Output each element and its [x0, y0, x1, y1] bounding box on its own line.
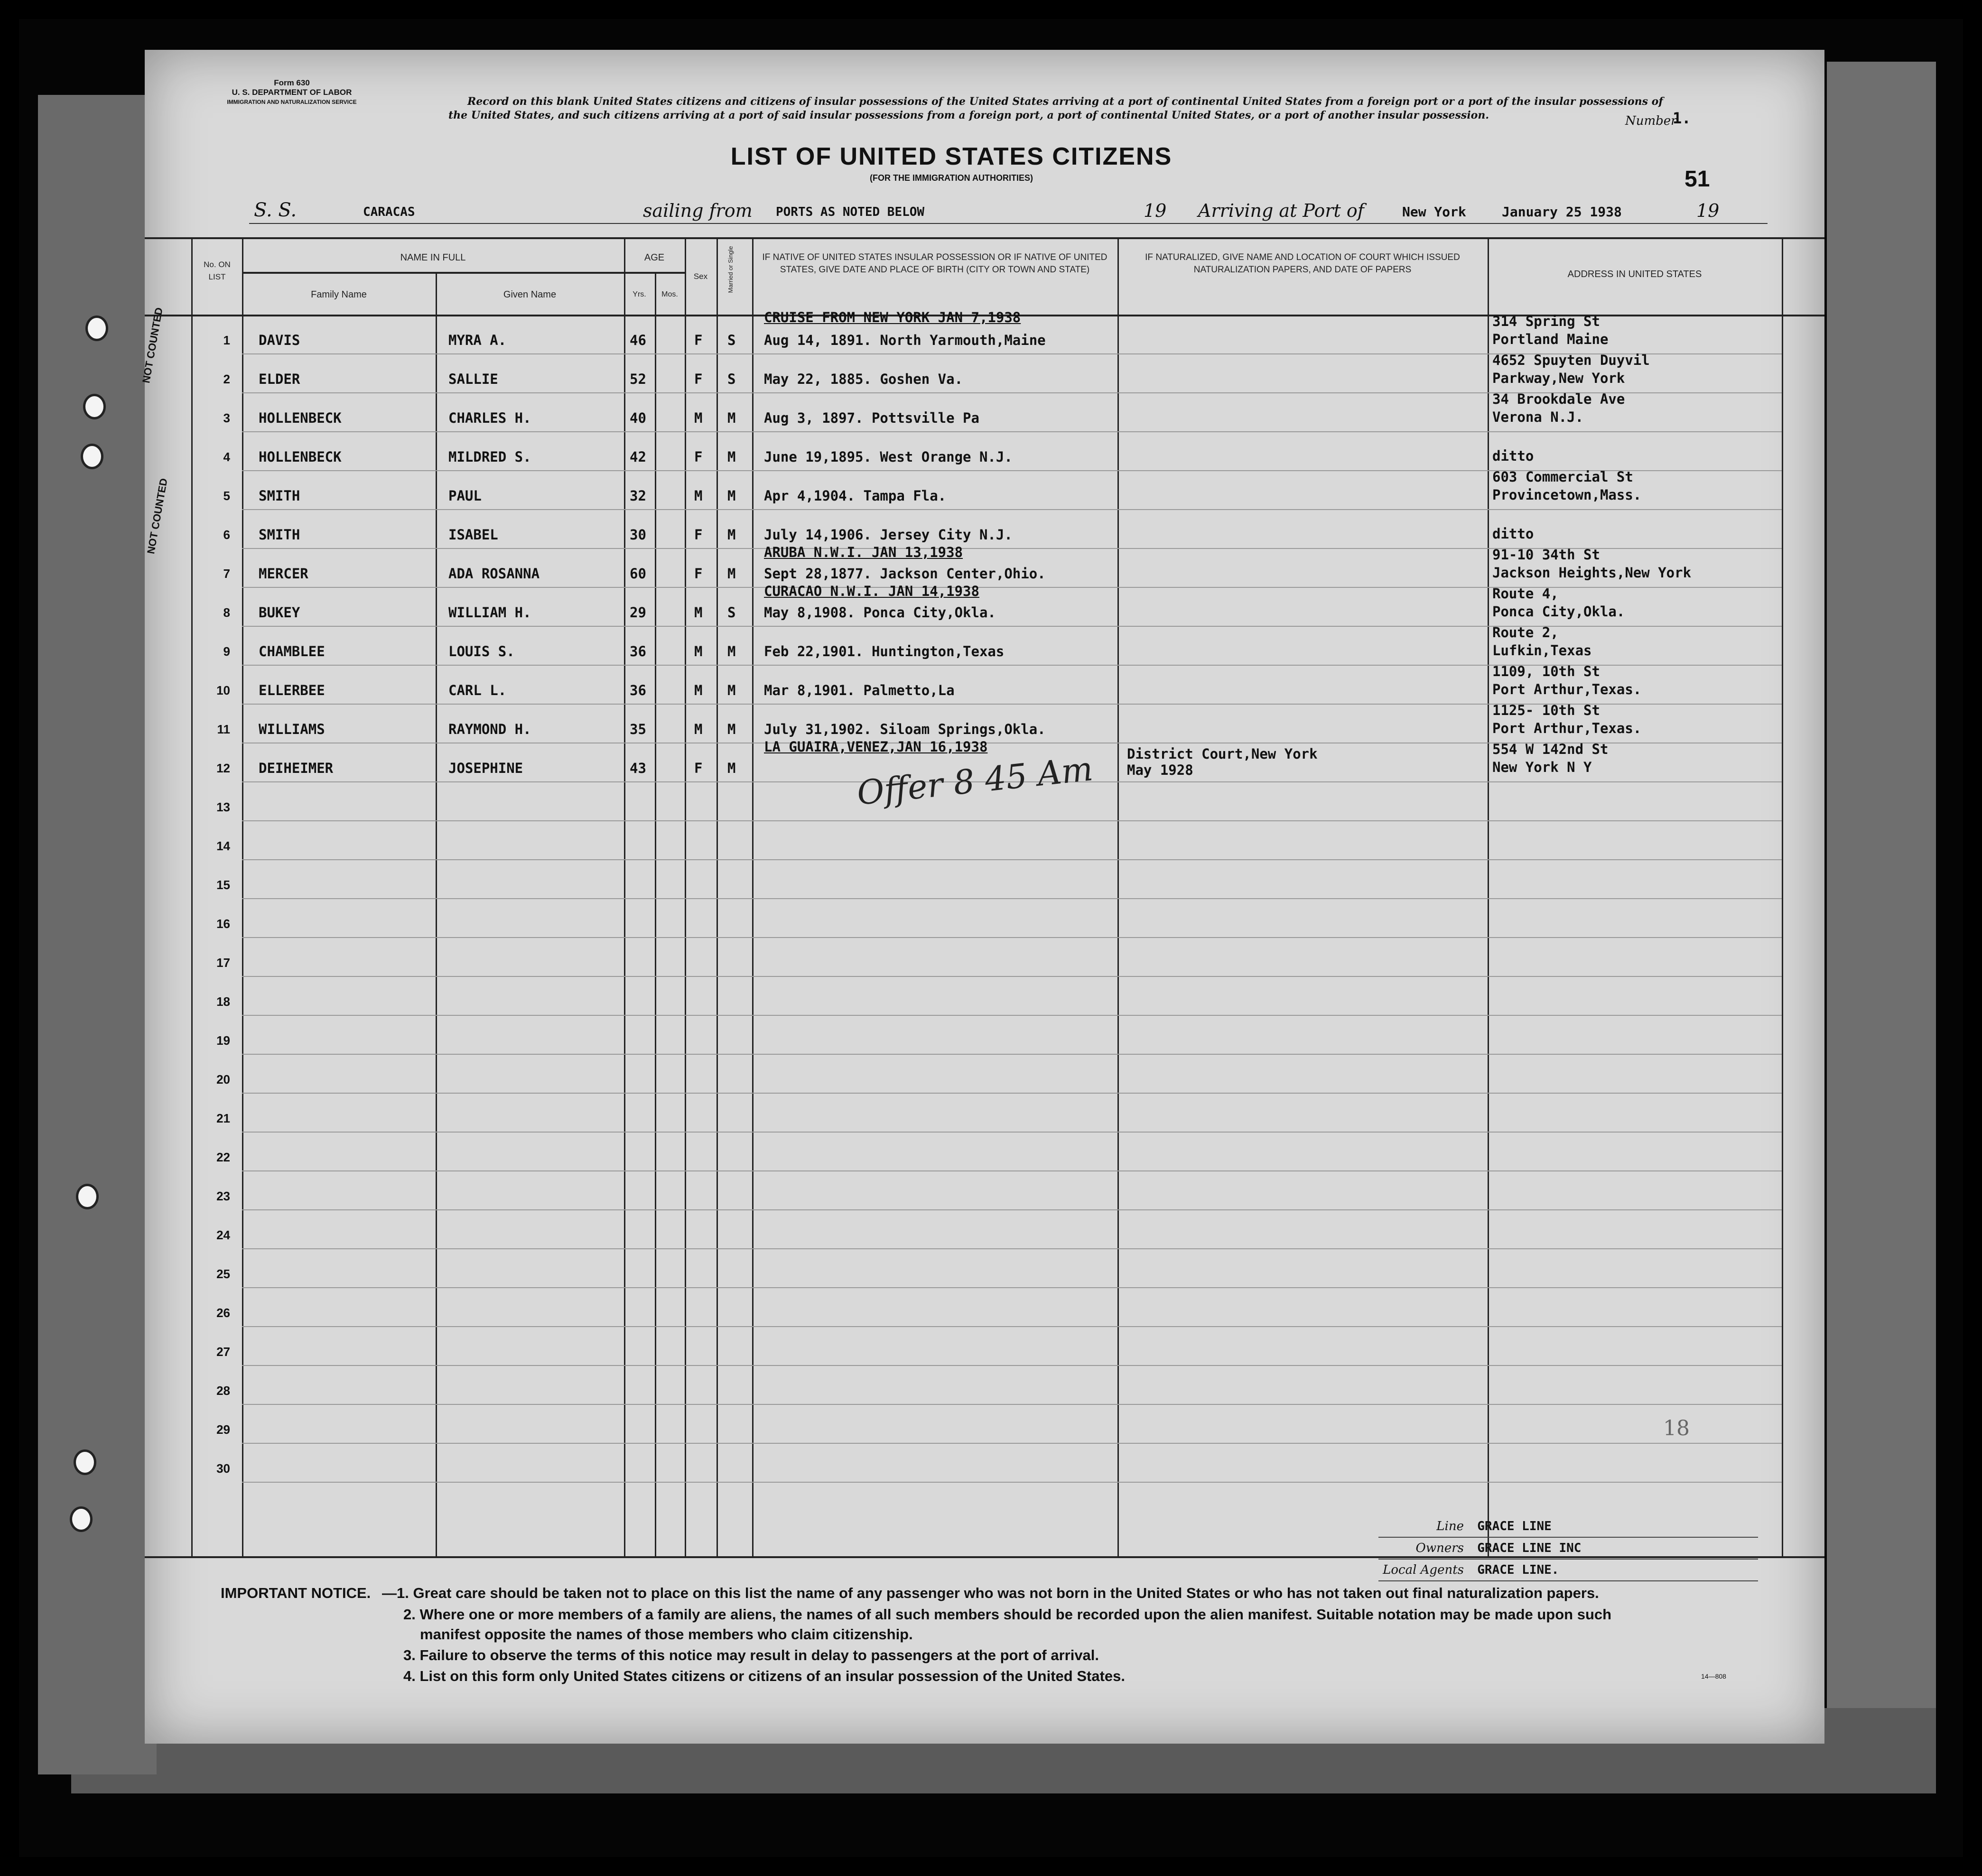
- birth-date-place: July 31,1902. Siloam Springs,Okla.: [764, 721, 1046, 737]
- birth-date-place: Mar 8,1901. Palmetto,La: [764, 682, 955, 698]
- name-header-divider: [242, 272, 624, 274]
- address-line-1: 554 W 142nd St: [1492, 741, 1609, 757]
- age-years: 35: [630, 721, 646, 737]
- col-line: [685, 237, 686, 1556]
- birth-date-place: Sept 28,1877. Jackson Center,Ohio.: [764, 566, 1046, 582]
- row-rule: [242, 859, 1782, 860]
- header-birth: IF NATIVE OF UNITED STATES INSULAR POSSESSION OR IF NATIVE OF UNITED STATES, GIVE DATE AND PLACE OF BIRTH (CITY OR TOWN AND STATE): [762, 252, 1107, 275]
- address-line-2: Ponca City,Okla.: [1492, 604, 1625, 620]
- port-section-header: ARUBA N.W.I. JAN 13,1938: [764, 544, 963, 560]
- sex: F: [694, 527, 703, 543]
- birth-date-place: Aug 14, 1891. North Yarmouth,Maine: [764, 332, 1046, 348]
- address-line-1: 34 Brookdale Ave: [1492, 391, 1625, 407]
- arriving-port: New York: [1402, 204, 1466, 220]
- col-line: [716, 237, 718, 1556]
- instructions: Record on this blank United States citizens and citizens of insular possessions of the United States arriving at a port of continental United States from a foreign port or a port of the insular possessions of the United States, and such citizens arriving at a port of said insular possessions from a foreign port, a port of continental United States, or a port of another insular possession.: [448, 95, 1663, 121]
- header-no-on-list: No. ON LIST: [204, 260, 231, 281]
- row-rule: [242, 1170, 1782, 1171]
- row-rule: [242, 1054, 1782, 1055]
- binder-hole: [76, 1184, 99, 1209]
- given-name: RAYMOND H.: [448, 721, 531, 737]
- marital-status: M: [727, 449, 736, 465]
- notice-2-cont: manifest opposite the names of those members who claim citizenship.: [420, 1626, 913, 1643]
- age-years: 36: [630, 643, 646, 659]
- form-number: Form 630: [274, 78, 310, 87]
- address-line-2: New York N Y: [1492, 759, 1592, 775]
- age-years: 43: [630, 760, 646, 776]
- number-value: 1.: [1673, 109, 1691, 127]
- row-rule: [242, 898, 1782, 899]
- row-number: 1: [223, 333, 230, 347]
- given-name: LOUIS S.: [448, 643, 515, 659]
- agents-label: Local Agents: [1383, 1563, 1464, 1577]
- address-line-2: Jackson Heights,New York: [1492, 565, 1692, 581]
- marital-status: S: [727, 604, 736, 621]
- row-number: 19: [216, 1033, 230, 1048]
- header-address: ADDRESS IN UNITED STATES: [1567, 269, 1702, 279]
- sex: F: [694, 371, 703, 387]
- address-line-2: ditto: [1492, 526, 1534, 542]
- marital-status: M: [727, 527, 736, 543]
- family-name: CHAMBLEE: [259, 643, 325, 659]
- address-line-1: 314 Spring St: [1492, 313, 1600, 329]
- header-age: AGE: [644, 252, 665, 263]
- given-name: CHARLES H.: [448, 410, 531, 426]
- age-years: 42: [630, 449, 646, 465]
- handwritten-note: Offer 8 45 Am: [855, 749, 1095, 813]
- row-number: 21: [216, 1111, 230, 1125]
- row-rule: [242, 1015, 1782, 1016]
- sex: M: [694, 721, 703, 737]
- address-line-2: Verona N.J.: [1492, 409, 1584, 425]
- owners-value: GRACE LINE INC: [1477, 1541, 1582, 1555]
- birth-date-place: Feb 22,1901. Huntington,Texas: [764, 643, 1005, 659]
- address-line-2: Portland Maine: [1492, 331, 1609, 347]
- manifest-table: [145, 237, 1824, 1566]
- col-line: [436, 272, 437, 1556]
- row-number: 3: [223, 411, 230, 425]
- back-sheet-left: [38, 95, 157, 1774]
- given-name: SALLIE: [448, 371, 498, 387]
- sex: M: [694, 643, 703, 659]
- birth-date-place: June 19,1895. West Orange N.J.: [764, 449, 1013, 465]
- birth-date-place: May 22, 1885. Goshen Va.: [764, 371, 963, 387]
- birth-date-place: Aug 3, 1897. Pottsville Pa: [764, 410, 979, 426]
- row-number: 9: [223, 644, 230, 659]
- row-number: 17: [216, 956, 230, 970]
- col-line: [752, 237, 754, 1556]
- given-name: PAUL: [448, 488, 482, 504]
- department: U. S. DEPARTMENT OF LABOR: [232, 88, 352, 97]
- row-number: 15: [216, 878, 230, 892]
- agents-row: [1378, 1560, 1758, 1581]
- row-number: 20: [216, 1072, 230, 1087]
- sailing-from: PORTS AS NOTED BELOW: [776, 205, 925, 219]
- col-line: [191, 237, 193, 1556]
- row-number: 29: [216, 1422, 230, 1437]
- header-married-single: Married or Single: [727, 246, 734, 293]
- row-number: 12: [216, 761, 230, 775]
- col-line: [1117, 237, 1119, 1556]
- address-line-2: Parkway,New York: [1492, 370, 1625, 386]
- birth-date-place: July 14,1906. Jersey City N.J.: [764, 527, 1013, 543]
- sex: F: [694, 449, 703, 465]
- col-line: [242, 237, 243, 1556]
- binder-hole: [85, 316, 108, 341]
- row-number: 18: [216, 994, 230, 1009]
- line-value: GRACE LINE: [1477, 1519, 1552, 1533]
- row-number: 25: [216, 1267, 230, 1281]
- row-number: 22: [216, 1150, 230, 1164]
- naturalization-date: May 1928: [1127, 762, 1193, 778]
- sex: M: [694, 682, 703, 698]
- family-name: HOLLENBECK: [259, 449, 342, 465]
- sex: M: [694, 604, 703, 621]
- row-rule: [242, 937, 1782, 938]
- arriving-label: Arriving at Port of: [1198, 200, 1364, 221]
- header-naturalized: IF NATURALIZED, GIVE NAME AND LOCATION OF COURT WHICH ISSUED NATURALIZATION PAPERS, AND DATE OF PAPERS: [1145, 252, 1460, 275]
- notice-4: 4. List on this form only United States citizens or citizens of an insular possession of the United States.: [403, 1668, 1125, 1684]
- age-header-divider: [624, 272, 685, 274]
- row-number: 10: [216, 683, 230, 697]
- marital-status: M: [727, 488, 736, 504]
- header-family-name: Family Name: [311, 289, 367, 300]
- address-line-2: ditto: [1492, 448, 1534, 464]
- row-rule: [242, 1132, 1782, 1133]
- family-name: DAVIS: [259, 332, 300, 348]
- table-top-border: [145, 237, 1824, 239]
- form-id-block: [206, 78, 377, 107]
- printer-code: 14—808: [1701, 1672, 1726, 1680]
- row-rule: [242, 976, 1782, 977]
- form-subtitle: (FOR THE IMMIGRATION AUTHORITIES): [870, 173, 1033, 183]
- pencil-number: 18: [1663, 1416, 1690, 1440]
- col-line: [655, 272, 656, 1556]
- row-number: 26: [216, 1306, 230, 1320]
- address-line-1: 1125- 10th St: [1492, 702, 1600, 718]
- marital-status: S: [727, 371, 736, 387]
- binder-hole: [70, 1506, 93, 1532]
- owners-row: [1378, 1538, 1758, 1560]
- age-years: 32: [630, 488, 646, 504]
- form-title: LIST OF UNITED STATES CITIZENS: [730, 143, 1172, 170]
- given-name: CARL L.: [448, 682, 507, 698]
- family-name: DEIHEIMER: [259, 760, 334, 776]
- birth-date-place: Apr 4,1904. Tampa Fla.: [764, 488, 947, 504]
- row-rule: [242, 820, 1782, 821]
- notice-3: 3. Failure to observe the terms of this notice may result in delay to passengers at the port of arrival.: [403, 1647, 1099, 1663]
- col-line: [1488, 237, 1489, 1556]
- row-number: 13: [216, 800, 230, 814]
- row-number: 24: [216, 1228, 230, 1242]
- header-given-name: Given Name: [503, 289, 557, 300]
- age-years: 60: [630, 566, 646, 582]
- marital-status: M: [727, 566, 736, 582]
- row-rule: [242, 1209, 1782, 1210]
- row-number: 11: [217, 722, 230, 736]
- service: IMMIGRATION AND NATURALIZATION SERVICE: [227, 99, 357, 105]
- address-line-1: Route 2,: [1492, 624, 1559, 641]
- address-line-2: Lufkin,Texas: [1492, 642, 1592, 659]
- sex: M: [694, 488, 703, 504]
- agents-value: GRACE LINE.: [1477, 1563, 1559, 1577]
- ss-label: S. S.: [254, 199, 297, 221]
- sailing-label: sailing from: [643, 200, 753, 221]
- age-years: 36: [630, 682, 646, 698]
- ship-line: [249, 195, 1768, 224]
- marital-status: M: [727, 760, 736, 776]
- back-sheet-right: [1827, 62, 1936, 1793]
- family-name: BUKEY: [259, 604, 300, 621]
- family-name: SMITH: [259, 488, 300, 504]
- family-name: HOLLENBECK: [259, 410, 342, 426]
- marital-status: M: [727, 682, 736, 698]
- header-sex: Sex: [693, 272, 708, 281]
- manifest-page: [140, 50, 1824, 1744]
- sex: F: [694, 566, 703, 582]
- age-years: 29: [630, 604, 646, 621]
- row-rule: [242, 1248, 1782, 1249]
- row-rule: [242, 1326, 1782, 1327]
- row-number: 28: [216, 1384, 230, 1398]
- row-number: 16: [216, 917, 230, 931]
- age-years: 40: [630, 410, 646, 426]
- sex: F: [694, 760, 703, 776]
- line-info: [1378, 1516, 1758, 1581]
- header-mos: Mos.: [661, 290, 678, 298]
- age-years: 52: [630, 371, 646, 387]
- row-rule: [242, 1287, 1782, 1288]
- line-label: Line: [1436, 1519, 1464, 1533]
- header-name-in-full: NAME IN FULL: [400, 252, 466, 263]
- address-line-1: 1109, 10th St: [1492, 663, 1600, 679]
- row-number: 27: [216, 1345, 230, 1359]
- col-line: [624, 237, 625, 1556]
- port-section-header: CRUISE FROM NEW YORK JAN 7,1938: [764, 309, 1021, 325]
- given-name: MYRA A.: [448, 332, 507, 348]
- row-number: 2: [223, 372, 230, 386]
- family-name: MERCER: [259, 566, 308, 582]
- row-number: 4: [223, 450, 230, 464]
- birth-date-place: May 8,1908. Ponca City,Okla.: [764, 604, 996, 621]
- marital-status: M: [727, 410, 736, 426]
- notice-1: —1. Great care should be taken not to place on this list the name of any passenger who was not born in the United States or who has not taken out final naturalization papers.: [382, 1585, 1599, 1601]
- port-section-header: CURACAO N.W.I. JAN 14,1938: [764, 583, 979, 599]
- address-line-1: 4652 Spuyten Duyvil: [1492, 352, 1650, 368]
- number-label: Number: [1625, 114, 1677, 128]
- binder-hole: [74, 1449, 96, 1475]
- marital-status: M: [727, 643, 736, 659]
- given-name: JOSEPHINE: [448, 760, 523, 776]
- row-number: 6: [223, 528, 230, 542]
- notice-2: 2. Where one or more members of a family are aliens, the names of all such members should be recorded upon the alien manifest. Suitable notation may be made upon such: [403, 1606, 1612, 1623]
- age-years: 46: [630, 332, 646, 348]
- row-number: 30: [216, 1461, 230, 1476]
- row-rule: [242, 431, 1782, 432]
- address-line-1: 603 Commercial St: [1492, 469, 1633, 485]
- owners-label: Owners: [1415, 1541, 1464, 1555]
- year-label-1: 19: [1144, 200, 1167, 221]
- header-yrs: Yrs.: [633, 290, 646, 298]
- row-rule: [242, 1404, 1782, 1405]
- row-number: 23: [216, 1189, 230, 1203]
- row-number: 5: [223, 489, 230, 503]
- address-line-1: Route 4,: [1492, 585, 1559, 602]
- arriving-date: January 25 1938: [1502, 204, 1622, 220]
- row-rule: [242, 509, 1782, 510]
- family-name: ELDER: [259, 371, 300, 387]
- given-name: WILLIAM H.: [448, 604, 531, 621]
- marital-status: S: [727, 332, 736, 348]
- notice-title: IMPORTANT NOTICE.: [221, 1585, 371, 1601]
- family-name: ELLERBEE: [259, 682, 325, 698]
- row-rule: [242, 1365, 1782, 1366]
- family-name: SMITH: [259, 527, 300, 543]
- age-years: 30: [630, 527, 646, 543]
- port-section-header: LA GUAIRA,VENEZ,JAN 16,1938: [764, 739, 988, 755]
- margin-note-not-counted: NOT COUNTED: [140, 306, 165, 384]
- row-rule: [242, 1443, 1782, 1444]
- col-line: [1782, 237, 1783, 1556]
- sex: M: [694, 410, 703, 426]
- ship-name: CARACAS: [363, 205, 415, 219]
- binder-hole: [81, 444, 103, 469]
- row-number: 14: [216, 839, 230, 853]
- margin-note-not-counted: NOT COUNTED: [145, 477, 170, 555]
- given-name: MILDRED S.: [448, 449, 531, 465]
- address-line-2: Provincetown,Mass.: [1492, 487, 1642, 503]
- year-label-2: 19: [1696, 200, 1720, 221]
- given-name: ISABEL: [448, 527, 498, 543]
- binder-hole: [83, 394, 106, 419]
- sex: F: [694, 332, 703, 348]
- given-name: ADA ROSANNA: [448, 566, 540, 582]
- row-rule: [242, 1093, 1782, 1094]
- marital-status: M: [727, 721, 736, 737]
- address-line-2: Port Arthur,Texas.: [1492, 720, 1642, 736]
- address-line-1: 91-10 34th St: [1492, 547, 1600, 563]
- family-name: WILLIAMS: [259, 721, 325, 737]
- address-line-2: Port Arthur,Texas.: [1492, 681, 1642, 697]
- naturalization-court: District Court,New York: [1127, 746, 1318, 762]
- row-rule: [242, 1482, 1782, 1483]
- row-number: 8: [223, 605, 230, 620]
- page-number: 51: [1684, 167, 1710, 192]
- line-row: [1378, 1516, 1758, 1538]
- row-number: 7: [223, 567, 230, 581]
